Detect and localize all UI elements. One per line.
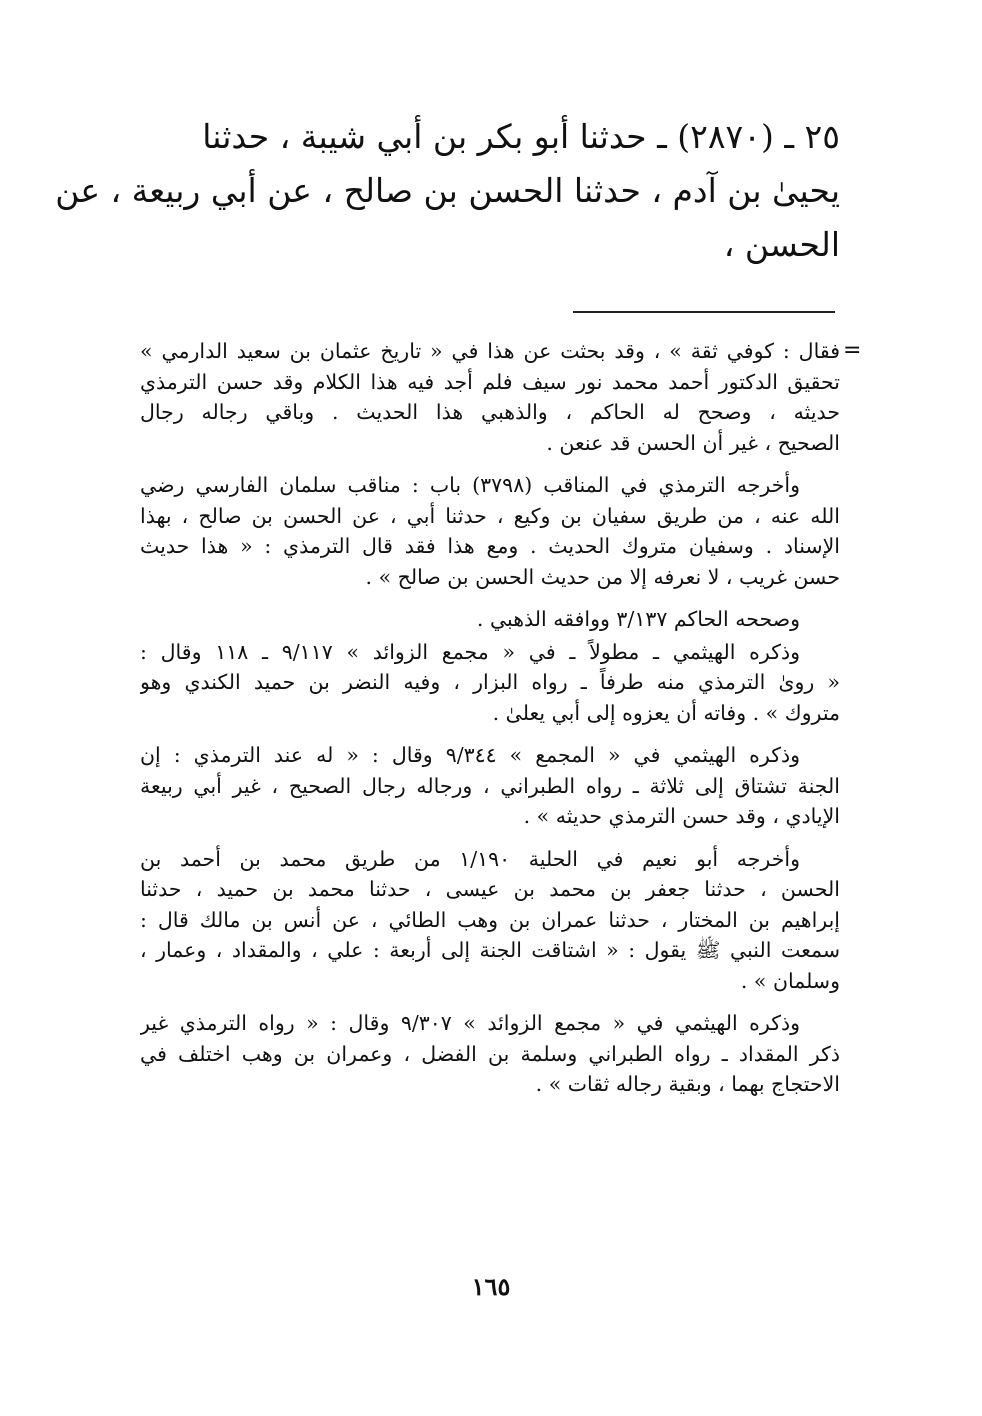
footnote-paragraph: [140, 604, 840, 635]
footnote-line: تحقيق الدكتور أحمد محمد نور سيف فلم أجد فيه هذا الكلام وقد حسن الترمذي: [140, 369, 840, 394]
footnote-line: متروك » . وفاته أن يعزوه إلى أبي يعلىٰ .: [492, 700, 840, 725]
footnote-paragraph: [140, 336, 840, 458]
footnote-line: وذكره الهيثمي في « المجمع » ٩/٣٤٤ وقال : « له عند الترمذي : إن: [140, 743, 801, 767]
footnotes: [140, 336, 840, 1112]
footnote-line: سمعت النبي ﷺ يقول : « اشتاقت الجنة إلى أربعة : علي ، والمقداد ، وعمار ،: [140, 938, 840, 962]
footnote-line: وأخرجه الترمذي في المناقب (٣٧٩٨) باب : مناقب سلمان الفارسي رضي: [140, 473, 800, 497]
footnote-line: وسلمان » .: [740, 968, 840, 993]
footnote-line: وذكره الهيثمي ـ مطولاً ـ في « مجمع الزوائد » ٩/١١٧ ـ ١١٨ وقال :: [140, 639, 800, 664]
hadith-line: الحسن ،: [723, 225, 840, 264]
footnote-paragraph: [140, 740, 840, 832]
footnote-line: وأخرجه أبو نعيم في الحلية ١/١٩٠ من طريق محمد بن أحمد بن: [140, 846, 800, 871]
hadith-text: [55, 110, 840, 272]
hadith-line: يحيىٰ بن آدم ، حدثنا الحسن بن صالح ، عن أبي ربيعة ، عن: [55, 171, 840, 210]
footnote-line: الإسناد . وسفيان متروك الحديث . ومع هذا فقد قال الترمذي : « هذا حديث: [140, 534, 840, 558]
footnote-line: وذكره الهيثمي في « مجمع الزوائد » ٩/٣٠٧ وقال : « رواه الترمذي غير: [140, 1011, 800, 1035]
footnote-paragraph: [140, 637, 840, 729]
footnote-continuation-mark: =: [843, 338, 862, 363]
footnote-line: « روىٰ الترمذي منه طرفاً ـ رواه البزار ، وفيه النضر بن حميد الكندي وهو: [140, 670, 840, 694]
footnote-line: الإيادي ، وقد حسن الترمذي حديثه » .: [523, 804, 840, 828]
footnote-line: الجنة تشتاق إلى ثلاثة ـ رواه الطبراني ، ورجاله رجال الصحيح ، غير أبي ربيعة: [140, 773, 840, 798]
footnote-paragraph: [140, 1008, 840, 1100]
footnote-paragraph: [140, 470, 840, 592]
footnote-line: وصححه الحاكم ٣/١٣٧ ووافقه الذهبي .: [476, 607, 800, 631]
footnote-line: الحسن ، حدثنا جعفر بن محمد بن عيسى ، حدثنا محمد بن حميد ، حدثنا: [140, 877, 840, 901]
footnote-line: ذكر المقداد ـ رواه الطبراني وسلمة بن الفضل ، وعمران بن وهب اختلف في: [140, 1041, 840, 1066]
footnote-line: حسن غريب ، لا نعرفه إلا من حديث الحسن بن صالح » .: [365, 564, 840, 589]
footnote-line: فقال : كوفي ثقة » ، وقد بحثت عن هذا في « تاريخ عثمان بن سعيد الدارمي »: [140, 339, 840, 363]
footnote-line: الله عنه ، من طريق سفيان بن وكيع ، حدثنا أبي ، عن الحسن بن صالح ، بهذا: [140, 503, 840, 528]
footnote-separator: [573, 311, 835, 313]
footnote-line: الاحتجاج بهما ، وبقية رجاله ثقات » .: [535, 1072, 840, 1096]
hadith-line: ٢٥ ـ (٢٨٧٠) ـ حدثنا أبو بكر بن أبي شيبة ، حدثنا: [202, 117, 840, 156]
footnote-line: الصحيح ، غير أن الحسن قد عنعن .: [546, 430, 840, 455]
footnote-paragraph: [140, 844, 840, 997]
page-number: ١٦٥: [471, 1272, 511, 1301]
footnote-line: إبراهيم بن المختار ، حدثنا عمران بن وهب الطائي ، عن أنس بن مالك قال :: [140, 907, 840, 932]
footnote-line: حديثه ، وصحح له الحاكم ، والذهبي هذا الحديث . وباقي رجاله رجال: [140, 400, 840, 424]
